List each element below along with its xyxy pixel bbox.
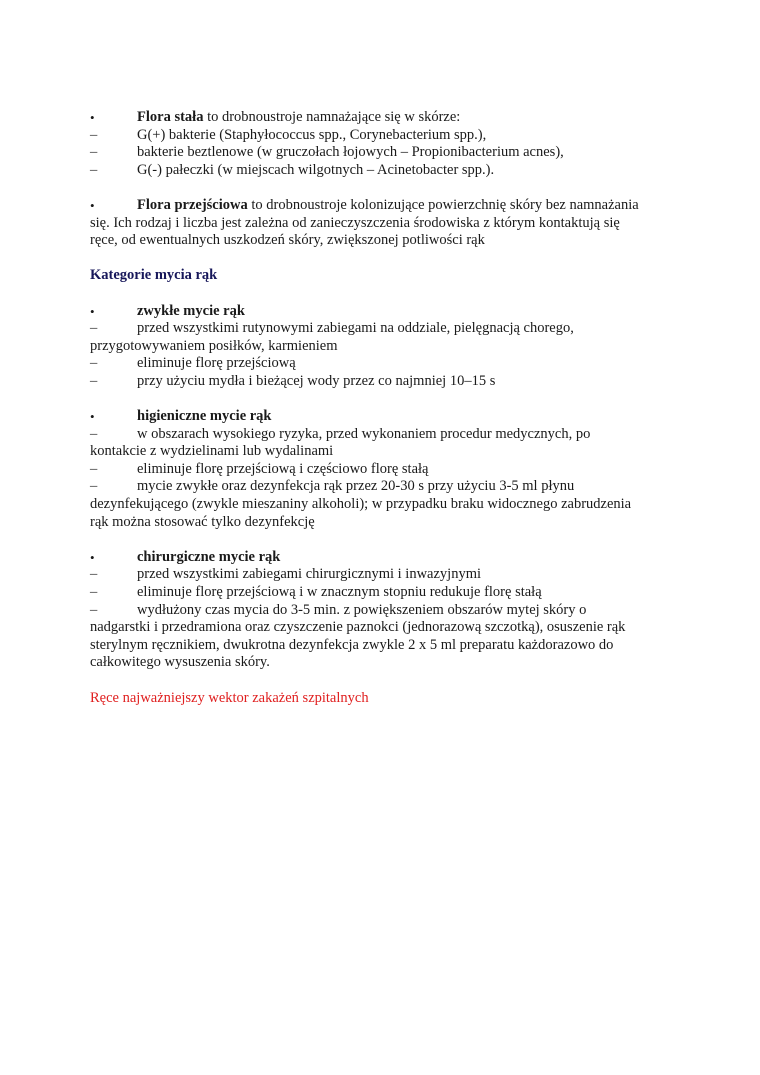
section-heading: Kategorie mycia rąk — [90, 267, 218, 284]
paragraph-line: rąk można stosować tylko dezynfekcję — [90, 513, 315, 530]
list-item: – w obszarach wysokiego ryzyka, przed wykonaniem procedur medycznych, po — [90, 425, 591, 442]
term-flora-stala: Flora stała — [137, 109, 204, 125]
list-item: – G(+) bakterie (Staphyłococcus spp., Corynebacterium spp.), — [90, 126, 487, 143]
list-item-zwykle — [90, 303, 675, 321]
list-item-flora-przejsciowa: • Flora przejściowa to drobnoustroje kolonizujące powierzchnię skóry bez namnażania — [90, 196, 639, 213]
paragraph-line: nadgarstki i przedramiona oraz czyszczenie paznokci (jednorazową szczotką), osuszenie rąk — [90, 619, 626, 636]
paragraph-line: się. Ich rodzaj i liczba jest zależna od zanieczyszczenia środowiska z którym kontaktują się — [90, 214, 620, 231]
list-item-flora-stala: • Flora stała to drobnoustroje namnażające się w skórze: — [90, 109, 461, 125]
dash: – — [90, 372, 98, 389]
bullet: • — [90, 303, 95, 319]
subheading-chirurgiczne: chirurgiczne mycie rąk — [137, 548, 281, 565]
bullet: • — [90, 197, 95, 213]
subheading-higieniczne: higieniczne mycie rąk — [137, 408, 272, 425]
paragraph-line: sterylnym ręcznikiem, dwukrotna dezynfekcja zwykle 2 x 5 ml preparatu każdorazowo do — [90, 636, 614, 653]
list-item: – G(-) pałeczki (w miejscach wilgotnych – Acinetobacter spp.). — [90, 161, 495, 178]
dash: – — [90, 161, 98, 178]
list-item: – przed wszystkimi zabiegami chirurgicznymi i inwazyjnymi — [90, 566, 482, 583]
subheading-zwykle: zwykłe mycie rąk — [137, 302, 245, 319]
document-body — [90, 109, 675, 707]
list-item-chirurgiczne — [90, 549, 675, 567]
bullet: • — [90, 549, 95, 565]
dash: – — [90, 478, 98, 495]
dash: – — [90, 460, 98, 477]
bullet: • — [90, 110, 95, 125]
paragraph-line: dezynfekującego (zwykle mieszaniny alkoholi); w przypadku braku widocznego zabrudzenia — [90, 496, 632, 513]
dash: – — [90, 584, 98, 601]
paragraph-line: przygotowywaniem posiłków, karmieniem — [90, 337, 338, 354]
dash: – — [90, 601, 98, 618]
dash: – — [90, 126, 98, 143]
paragraph-line: całkowitego wysuszenia skóry. — [90, 654, 270, 671]
dash: – — [90, 320, 98, 337]
dash: – — [90, 425, 98, 442]
list-item: – przed wszystkimi rutynowymi zabiegami na oddziale, pielęgnacją chorego, — [90, 320, 574, 337]
list-item: – bakterie beztlenowe (w gruczołach łojowych – Propionibacterium acnes), — [90, 144, 564, 161]
list-item: – wydłużony czas mycia do 3-5 min. z powiększeniem obszarów mytej skóry o — [90, 601, 587, 618]
dash: – — [90, 566, 98, 583]
dash: – — [90, 144, 98, 161]
paragraph-line: kontakcie z wydzielinami lub wydalinami — [90, 443, 334, 460]
list-item-higieniczne — [90, 408, 675, 426]
dash: – — [90, 355, 98, 372]
term-flora-przejsciowa: Flora przejściowa — [137, 196, 248, 213]
list-item: – eliminuje florę przejściową i częściowo florę stałą — [90, 460, 429, 477]
paragraph-line: ręce, od ewentualnych uszkodzeń skóry, zwiększonej potliwości rąk — [90, 232, 485, 249]
list-item: – przy użyciu mydła i bieżącej wody przez co najmniej 10–15 s — [90, 372, 496, 389]
bullet: • — [90, 409, 95, 425]
list-item: – eliminuje florę przejściową i w znacznym stopniu redukuje florę stałą — [90, 584, 542, 601]
conclusion-text: Ręce najważniejszy wektor zakażeń szpitalnych — [90, 689, 369, 706]
list-item: – mycie zwykłe oraz dezynfekcja rąk przez 20-30 s przy użyciu 3-5 ml płynu — [90, 478, 575, 495]
list-item: – eliminuje florę przejściową — [90, 355, 296, 372]
